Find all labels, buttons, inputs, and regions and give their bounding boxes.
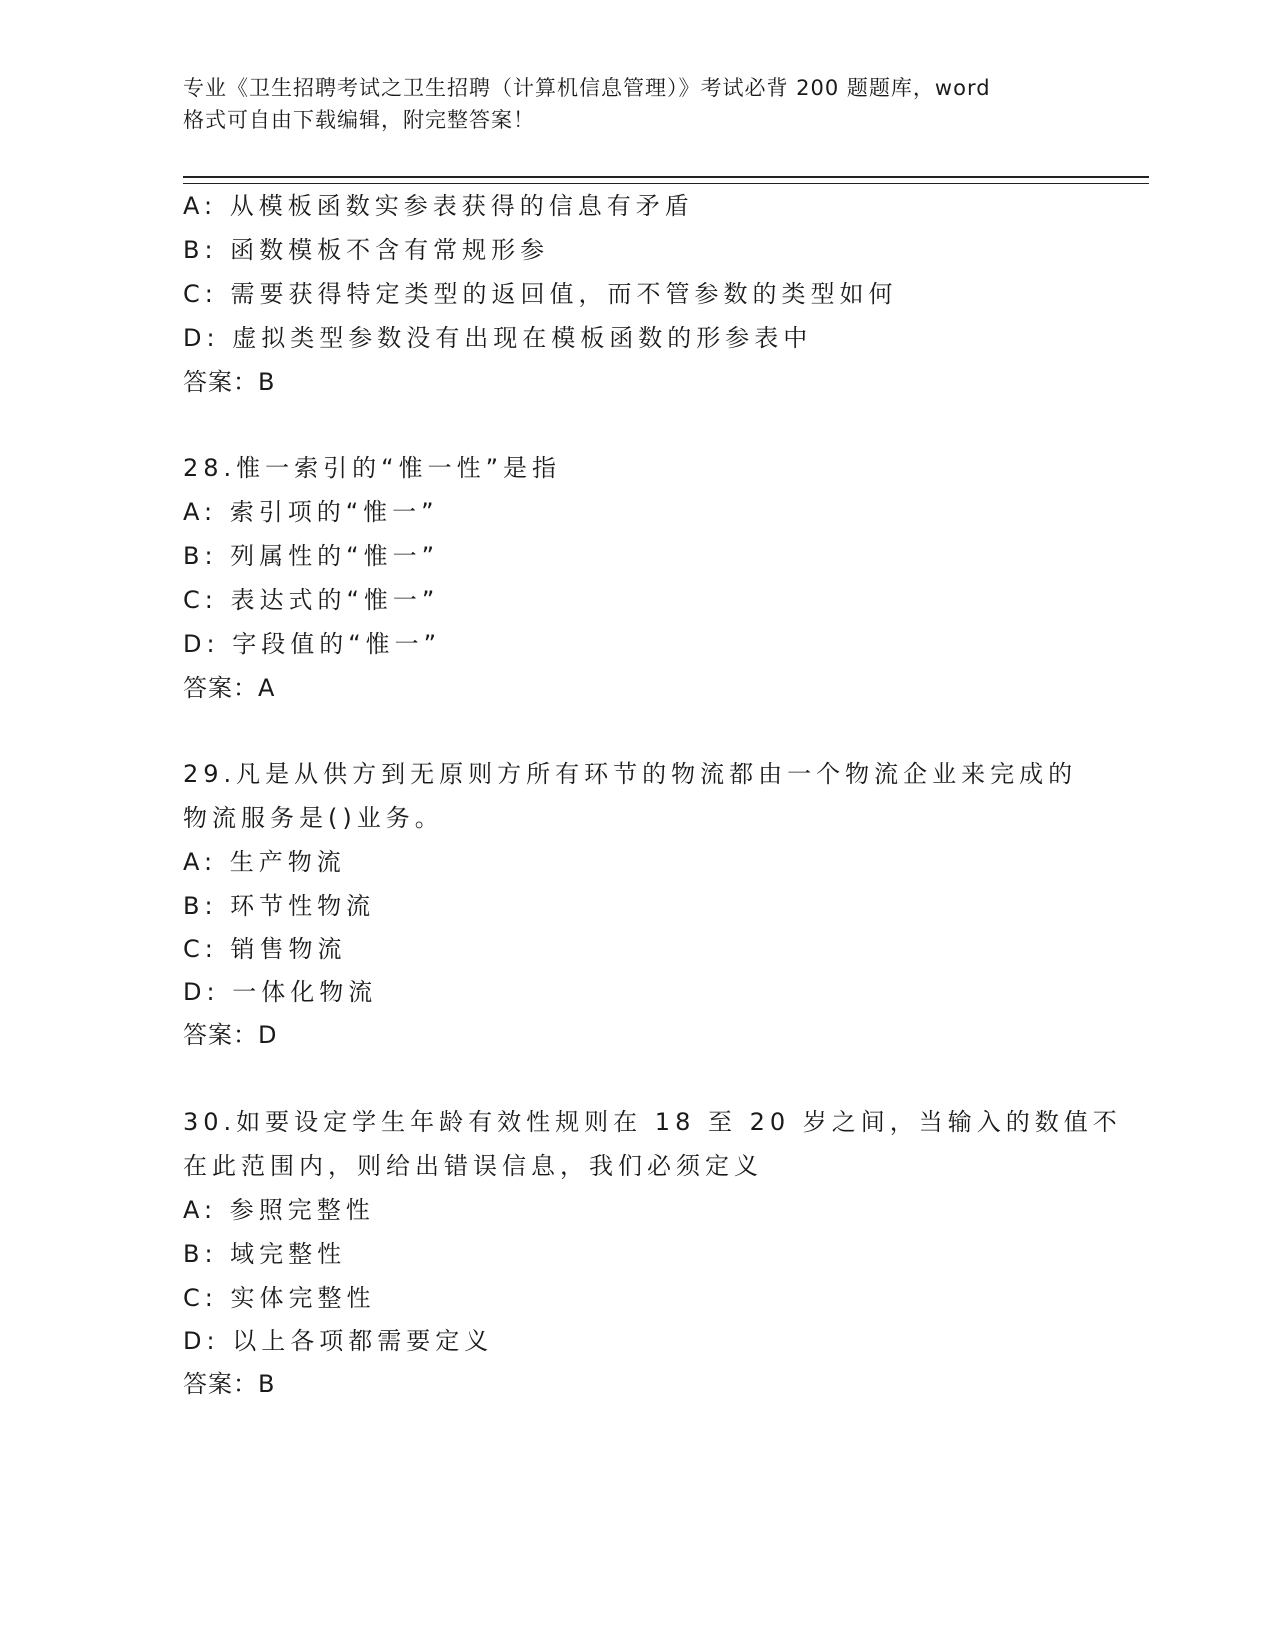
q28-question: 28.惟一索引的“惟一性”是指 xyxy=(183,454,562,482)
q30-option-c: C: 实体完整性 xyxy=(183,1284,376,1312)
q28-option-c: C: 表达式的“惟一” xyxy=(183,586,440,614)
q27-answer: 答案：B xyxy=(183,368,276,396)
document-header xyxy=(183,72,1063,136)
q28-answer: 答案：A xyxy=(183,674,276,702)
q30-answer: 答案：B xyxy=(183,1370,276,1398)
q30-question-line2: 在此范围内，则给出错误信息，我们必须定义 xyxy=(183,1152,763,1180)
q27-option-a: A: 从模板函数实参表获得的信息有矛盾 xyxy=(183,192,694,220)
q27-option-b: B: 函数模板不含有常规形参 xyxy=(183,236,550,264)
q29-question-line2: 物流服务是()业务。 xyxy=(183,804,444,832)
q29-option-c: C: 销售物流 xyxy=(183,935,347,963)
q27-option-d: D: 虚拟类型参数没有出现在模板函数的形参表中 xyxy=(183,324,813,352)
q29-option-d: D: 一体化物流 xyxy=(183,978,378,1006)
q30-question-line1: 30.如要设定学生年龄有效性规则在 18 至 20 岁之间，当输入的数值不 xyxy=(183,1108,1122,1136)
header-divider xyxy=(183,176,1149,184)
q30-option-d: D: 以上各项都需要定义 xyxy=(183,1327,494,1355)
header-title-line1: 专业《卫生招聘考试之卫生招聘（计算机信息管理）》考试必背 200 题题库，word xyxy=(183,76,991,100)
q29-option-b: B: 环节性物流 xyxy=(183,892,376,920)
q30-option-b: B: 域完整性 xyxy=(183,1240,347,1268)
q29-answer: 答案：D xyxy=(183,1021,278,1049)
q28-option-a: A: 索引项的“惟一” xyxy=(183,498,439,526)
q29-option-a: A: 生产物流 xyxy=(183,848,346,876)
q28-option-d: D: 字段值的“惟一” xyxy=(183,630,442,658)
header-title-line2: 格式可自由下载编辑，附完整答案！ xyxy=(183,108,535,132)
q28-option-b: B: 列属性的“惟一” xyxy=(183,542,440,570)
q27-option-c: C: 需要获得特定类型的返回值，而不管参数的类型如何 xyxy=(183,280,898,308)
q30-option-a: A: 参照完整性 xyxy=(183,1196,375,1224)
q29-question-line1: 29.凡是从供方到无原则方所有环节的物流都由一个物流企业来完成的 xyxy=(183,760,1078,788)
